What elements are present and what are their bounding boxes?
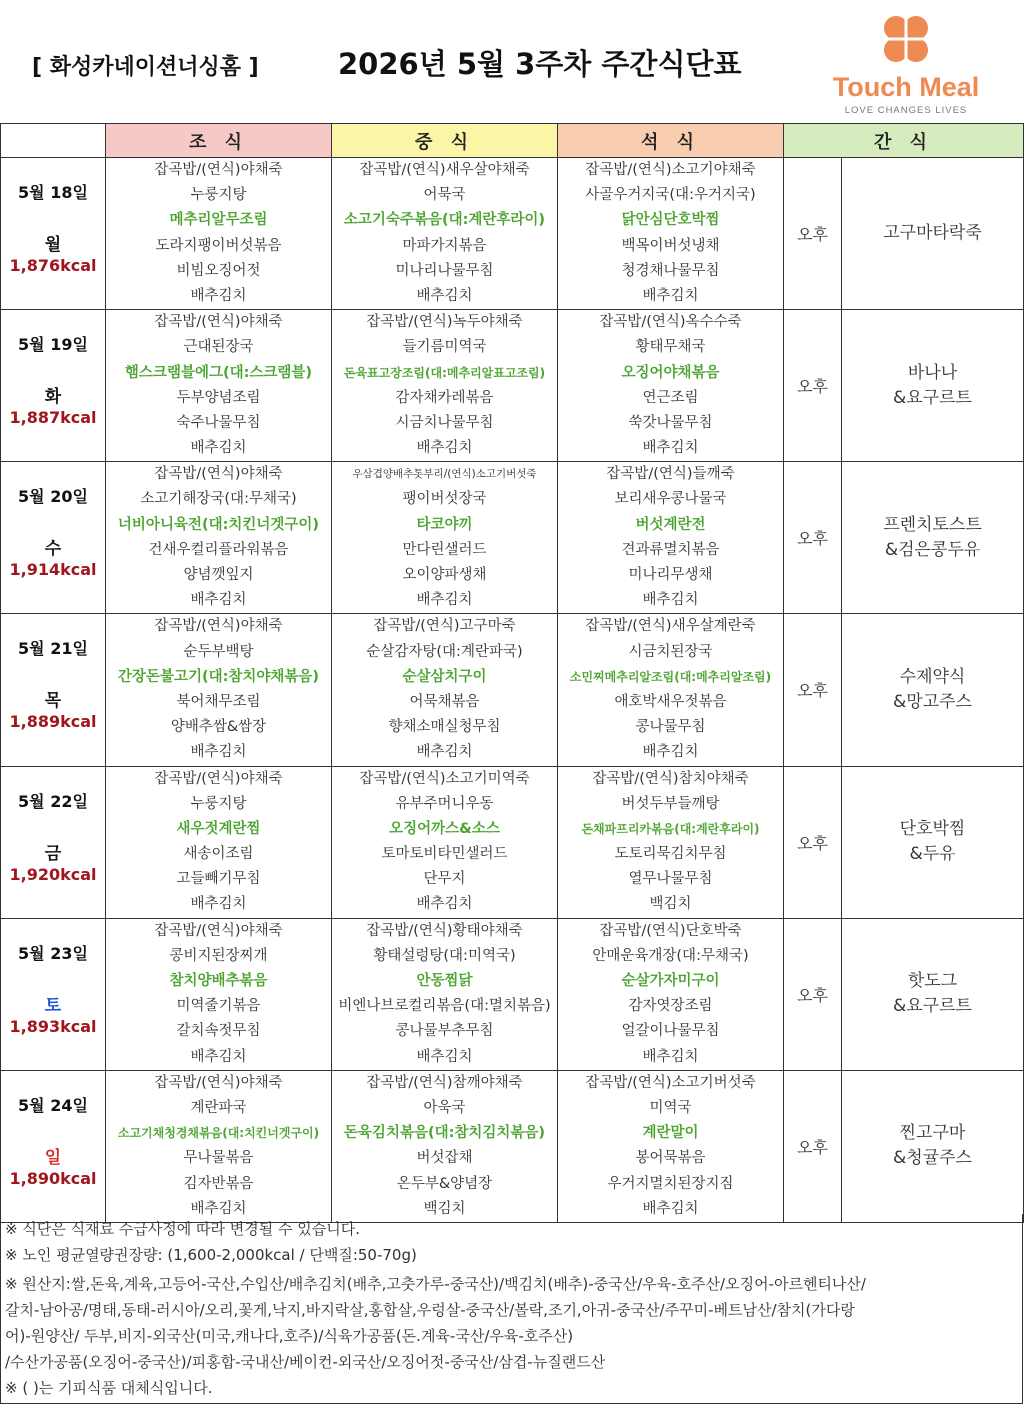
snack-item: &요구르트 bbox=[893, 996, 972, 1017]
main-dish: 오징어까스&소스 bbox=[389, 820, 500, 837]
main-dish: 오징어야채볶음 bbox=[621, 364, 720, 381]
menu-item: 배추김치 bbox=[190, 896, 247, 913]
day-row bbox=[1, 158, 1024, 310]
snack-item: 찐고구마 bbox=[899, 1123, 966, 1144]
day-row bbox=[1, 462, 1024, 614]
menu-item: 백김치 bbox=[649, 896, 692, 913]
menu-item: 소고기해장국(대:무채국) bbox=[140, 491, 297, 508]
menu-item: 근대된장국 bbox=[183, 339, 254, 356]
menu-item: 미역국 bbox=[649, 1099, 692, 1116]
menu-item: 황태설렁탕(대:미역국) bbox=[373, 947, 516, 964]
kcal-label: 1,889kcal bbox=[9, 712, 97, 732]
snack-time: 오후 bbox=[784, 310, 842, 462]
menu-item: 무나물볶음 bbox=[183, 1150, 254, 1167]
menu-item: 감자채카레볶음 bbox=[395, 389, 494, 406]
main-dish: 타코야끼 bbox=[416, 516, 473, 533]
menu-item: 백김치 bbox=[423, 1200, 466, 1217]
breakfast-cell bbox=[106, 158, 332, 310]
snack-item: &망고주스 bbox=[893, 691, 972, 712]
menu-item: 배추김치 bbox=[190, 287, 247, 304]
touch-meal-logo bbox=[818, 14, 994, 118]
main-dish: 새우젓계란찜 bbox=[176, 820, 261, 837]
menu-item: 잡곡밥/(연식)야채죽 bbox=[154, 314, 283, 331]
snack-item: &두유 bbox=[909, 844, 956, 865]
menu-item: 단무지 bbox=[423, 871, 466, 888]
date-label: 5월 18일 bbox=[18, 183, 88, 202]
menu-item: 사골우거지국(대:우거지국) bbox=[585, 187, 756, 204]
kcal-label: 1,920kcal bbox=[9, 864, 97, 884]
main-dish: 참치양배추볶음 bbox=[169, 973, 268, 989]
date-label: 5월 19일 bbox=[18, 335, 88, 355]
lunch-cell bbox=[332, 1070, 558, 1222]
main-dish: 소민찌메추리알조림(대:메추리알조림) bbox=[569, 669, 772, 684]
dinner-cell bbox=[558, 766, 784, 918]
date-label: 5월 23일 bbox=[18, 943, 88, 963]
day-row bbox=[1, 614, 1024, 766]
page-header bbox=[0, 0, 1024, 123]
weekday-label: 월 bbox=[44, 235, 62, 255]
menu-item: 열무나물무침 bbox=[628, 871, 713, 888]
weekday-label: 금 bbox=[44, 843, 62, 864]
menu-item: 토마토비타민샐러드 bbox=[381, 846, 508, 863]
menu-item: 잡곡밥/(연식)야채죽 bbox=[154, 162, 283, 178]
breakfast-cell bbox=[106, 918, 332, 1070]
menu-item: 시금치된장국 bbox=[628, 643, 713, 660]
main-dish: 닭안심단호박찜 bbox=[621, 212, 720, 229]
lunch-cell bbox=[332, 462, 558, 614]
logo-tagline: LOVE CHANGES LIVES bbox=[844, 105, 968, 116]
menu-item: 보리새우콩나물국 bbox=[614, 491, 727, 508]
main-dish: 메추리알무조림 bbox=[169, 212, 268, 229]
menu-item: 배추김치 bbox=[642, 744, 699, 761]
menu-item: 배추김치 bbox=[190, 1048, 247, 1065]
note-line: ※ 노인 평균열량권장량: (1,600-2,000kcal / 단백질:50-70g) bbox=[5, 1246, 417, 1264]
menu-item: 누룽지탕 bbox=[190, 795, 247, 812]
header-lunch: 중 식 bbox=[332, 124, 558, 158]
menu-item: 잡곡밥/(연식)고구마죽 bbox=[373, 618, 516, 635]
snack-cell bbox=[842, 1070, 1024, 1222]
header-breakfast: 조 식 bbox=[106, 124, 332, 158]
menu-item: 봉어묵볶음 bbox=[635, 1150, 706, 1167]
snack-item: 바나나 bbox=[907, 362, 958, 383]
snack-cell bbox=[842, 614, 1024, 766]
menu-item: 미나리무생채 bbox=[628, 567, 713, 583]
menu-item: 마파가지볶음 bbox=[402, 237, 487, 254]
menu-item: 고들빼기무침 bbox=[176, 871, 261, 888]
dinner-cell bbox=[558, 614, 784, 766]
main-dish: 소고기채청경채볶음(대:치킨너겟구이) bbox=[117, 1126, 320, 1141]
breakfast-cell bbox=[106, 614, 332, 766]
day-cell bbox=[1, 766, 106, 918]
breakfast-cell bbox=[106, 766, 332, 918]
weekday-label: 토 bbox=[44, 995, 62, 1016]
menu-item: 잡곡밥/(연식)단호박죽 bbox=[599, 922, 742, 939]
weekday-label: 수 bbox=[44, 539, 62, 560]
note-line: 어)-원양산/ 두부,비지-외국산(미국,캐나다,호주)/식육가공품(돈.계육-국산/우육-호주산) bbox=[5, 1327, 574, 1345]
dinner-cell bbox=[558, 918, 784, 1070]
menu-item: 누룽지탕 bbox=[190, 187, 247, 204]
main-dish: 돈육표고장조림(대:메추리알표고조림) bbox=[343, 365, 546, 380]
lunch-cell bbox=[332, 918, 558, 1070]
menu-item: 잡곡밥/(연식)녹두야채죽 bbox=[366, 314, 523, 331]
day-row bbox=[1, 310, 1024, 462]
main-dish: 간장돈불고기(대:참치야채볶음) bbox=[117, 668, 320, 685]
menu-item: 배추김치 bbox=[642, 440, 699, 457]
menu-item: 연근조림 bbox=[642, 389, 699, 406]
day-cell bbox=[1, 918, 106, 1070]
date-label: 5월 21일 bbox=[18, 639, 88, 659]
kcal-label: 1,890kcal bbox=[9, 1168, 97, 1188]
page-title: 2026년 5월 3주차 주간식단표 bbox=[338, 47, 742, 81]
kcal-label: 1,887kcal bbox=[9, 408, 97, 428]
menu-item: 배추김치 bbox=[416, 440, 473, 457]
menu-item: 숙주나물무침 bbox=[176, 414, 261, 431]
note-line: /수산가공품(오징어-중국산)/피홍합-국내산/베이컨-외국산/오징어젓-중국산/삼겹-뉴질랜드산 bbox=[5, 1353, 606, 1371]
menu-item: 새송이조림 bbox=[183, 846, 254, 863]
snack-item: 핫도그 bbox=[907, 971, 958, 992]
menu-item: 잡곡밥/(연식)야채죽 bbox=[154, 618, 283, 635]
main-dish: 돈채파프리카볶음(대:계란후라이) bbox=[581, 821, 760, 836]
day-cell bbox=[1, 158, 106, 310]
snack-item: 수제약식 bbox=[899, 666, 966, 687]
menu-item: 유부주머니우동 bbox=[395, 795, 494, 812]
menu-item: 배추김치 bbox=[416, 1048, 473, 1065]
menu-item: 미나리나물무침 bbox=[395, 262, 494, 279]
menu-item: 배추김치 bbox=[190, 592, 247, 609]
snack-time: 오후 bbox=[784, 1070, 842, 1222]
menu-item: 배추김치 bbox=[416, 744, 473, 761]
menu-item: 버섯잡채 bbox=[416, 1150, 473, 1167]
breakfast-cell bbox=[106, 310, 332, 462]
snack-time: 오후 bbox=[784, 462, 842, 614]
note-line: 갈치-남아공/명태,동태-러시아/오리,꽃게,낙지,바지락살,홍합살,우렁살-중국산/볼락,조기,아귀-중국산/주꾸미-베트남산/참치(가다랑 bbox=[5, 1301, 855, 1319]
menu-item: 팽이버섯장국 bbox=[402, 491, 487, 508]
menu-item: 미역줄기볶음 bbox=[176, 998, 261, 1015]
menu-item: 우삼겹양배추톳부리/(연식)소고기버섯죽 bbox=[352, 468, 537, 481]
dinner-cell bbox=[558, 310, 784, 462]
menu-item: 도라지팽이버섯볶음 bbox=[155, 237, 282, 254]
menu-item: 잡곡밥/(연식)들깨죽 bbox=[606, 466, 735, 483]
main-dish: 버섯계란전 bbox=[635, 516, 706, 533]
menu-item: 배추김치 bbox=[190, 440, 247, 457]
menu-item: 콩비지된장찌개 bbox=[169, 947, 268, 964]
main-dish: 순살삼치구이 bbox=[402, 668, 487, 685]
menu-item: 순살감자탕(대:계란파국) bbox=[366, 643, 523, 660]
lunch-cell bbox=[332, 158, 558, 310]
menu-item: 배추김치 bbox=[190, 1200, 247, 1217]
header-blank bbox=[1, 124, 106, 158]
kcal-label: 1,876kcal bbox=[9, 256, 97, 275]
header-dinner: 석 식 bbox=[558, 124, 784, 158]
menu-item: 잡곡밥/(연식)야채죽 bbox=[154, 922, 283, 939]
day-row bbox=[1, 918, 1024, 1070]
snack-time: 오후 bbox=[784, 918, 842, 1070]
day-cell bbox=[1, 1070, 106, 1222]
menu-item: 양념깻잎지 bbox=[183, 567, 254, 583]
day-row bbox=[1, 1070, 1024, 1222]
dinner-cell bbox=[558, 1070, 784, 1222]
menu-item: 배추김치 bbox=[642, 1048, 699, 1065]
menu-item: 온두부&양념장 bbox=[396, 1175, 493, 1192]
menu-item: 잡곡밥/(연식)참치야채죽 bbox=[592, 770, 749, 787]
clover-logo-icon bbox=[876, 14, 936, 72]
menu-item: 배추김치 bbox=[416, 592, 473, 609]
menu-item: 김자반볶음 bbox=[183, 1175, 254, 1192]
menu-item: 들기름미역국 bbox=[402, 339, 487, 356]
notes-section bbox=[0, 1214, 1023, 1404]
logo-text: Touch Meal bbox=[832, 72, 980, 102]
breakfast-cell bbox=[106, 462, 332, 614]
main-dish: 계란말이 bbox=[642, 1125, 699, 1142]
menu-item: 잡곡밥/(연식)참깨야채죽 bbox=[366, 1074, 523, 1091]
menu-item: 잡곡밥/(연식)야채죽 bbox=[154, 466, 283, 483]
snack-cell bbox=[842, 462, 1024, 614]
menu-item: 잡곡밥/(연식)소고기야채죽 bbox=[585, 162, 756, 178]
menu-item: 배추김치 bbox=[642, 592, 699, 609]
menu-item: 비엔나브로컬리볶음(대:멸치볶음) bbox=[338, 998, 551, 1015]
menu-item: 순두부백탕 bbox=[183, 643, 254, 660]
table-header-row bbox=[1, 124, 1024, 158]
menu-item: 잡곡밥/(연식)옥수수죽 bbox=[599, 314, 742, 331]
menu-item: 백목이버섯냉채 bbox=[621, 237, 720, 254]
menu-item: 아욱국 bbox=[423, 1099, 466, 1116]
kcal-label: 1,914kcal bbox=[9, 560, 97, 580]
menu-item: 청경채나물무침 bbox=[621, 262, 720, 279]
menu-item: 건새우컬리플라워볶음 bbox=[148, 541, 289, 558]
day-cell bbox=[1, 310, 106, 462]
menu-item: 만다린샐러드 bbox=[402, 541, 487, 558]
menu-item: 잡곡밥/(연식)황태야채죽 bbox=[366, 922, 523, 939]
snack-item: 프렌치토스트 bbox=[883, 514, 982, 535]
note-line: ※ 원산지:쌀,돈육,계육,고등어-국산,수입산/배추김치(배추,고춧가루-중국산)/백김치(배추)-중국산/우육-호주산/오징어-아르헨티나산/ bbox=[5, 1275, 866, 1293]
menu-item: 콩나물무침 bbox=[635, 719, 706, 736]
menu-item: 쑥갓나물무침 bbox=[628, 414, 713, 431]
weekday-label: 일 bbox=[44, 1147, 62, 1168]
menu-item: 얼갈이나물무침 bbox=[621, 1023, 720, 1040]
snack-item: &청귤주스 bbox=[893, 1148, 972, 1169]
date-label: 5월 24일 bbox=[18, 1095, 88, 1115]
menu-item: 우거지멸치된장지짐 bbox=[607, 1175, 734, 1192]
day-row bbox=[1, 766, 1024, 918]
weekday-label: 목 bbox=[44, 691, 62, 712]
menu-item: 북어채무조림 bbox=[176, 693, 261, 710]
menu-item: 도토리묵김치무침 bbox=[614, 846, 727, 863]
snack-time: 오후 bbox=[784, 158, 842, 310]
menu-item: 잡곡밥/(연식)야채죽 bbox=[154, 770, 283, 787]
menu-item: 배추김치 bbox=[416, 287, 473, 304]
snack-item: &검은콩두유 bbox=[884, 539, 981, 560]
main-dish: 돈육김치볶음(대:참치김치볶음) bbox=[343, 1125, 546, 1142]
menu-item: 콩나물부추무침 bbox=[395, 1023, 494, 1040]
lunch-cell bbox=[332, 614, 558, 766]
weekly-menu-table bbox=[0, 123, 1024, 1223]
menu-item: 잡곡밥/(연식)소고기미역죽 bbox=[359, 770, 530, 787]
main-dish: 소고기숙주볶음(대:계란후라이) bbox=[343, 212, 546, 229]
main-dish: 순살가자미구이 bbox=[621, 973, 720, 989]
menu-item: 배추김치 bbox=[416, 896, 473, 913]
note-line: ※ ( )는 기피식품 대체식입니다. bbox=[5, 1379, 213, 1397]
snack-time: 오후 bbox=[784, 614, 842, 766]
dinner-cell bbox=[558, 158, 784, 310]
menu-item: 시금치나물무침 bbox=[395, 414, 494, 431]
menu-item: 황태무채국 bbox=[635, 339, 706, 356]
main-dish: 햄스크램블에그(대:스크램블) bbox=[124, 364, 313, 381]
menu-item: 향채소매실청무침 bbox=[388, 719, 501, 736]
snack-time: 오후 bbox=[784, 766, 842, 918]
snack-cell bbox=[842, 158, 1024, 310]
day-cell bbox=[1, 462, 106, 614]
menu-item: 버섯두부들깨탕 bbox=[621, 795, 720, 812]
menu-item: 잡곡밥/(연식)소고기버섯죽 bbox=[585, 1074, 756, 1091]
date-label: 5월 20일 bbox=[18, 487, 88, 507]
dinner-cell bbox=[558, 462, 784, 614]
note-line: ※ 식단은 식재료 수급사정에 따라 변경될 수 있습니다. bbox=[5, 1220, 361, 1238]
breakfast-cell bbox=[106, 1070, 332, 1222]
lunch-cell bbox=[332, 310, 558, 462]
menu-item: 어묵채볶음 bbox=[409, 693, 480, 710]
menu-item: 안매운육개장(대:무채국) bbox=[592, 947, 749, 964]
menu-item: 어묵국 bbox=[423, 187, 466, 204]
date-label: 5월 22일 bbox=[18, 791, 88, 811]
facility-name: [ 화성카네이션너싱홈 ] bbox=[32, 55, 259, 80]
snack-cell bbox=[842, 310, 1024, 462]
menu-item: 양배추쌈&쌈장 bbox=[170, 719, 267, 736]
menu-item: 애호박새우젓볶음 bbox=[614, 693, 727, 710]
menu-item: 오이양파생채 bbox=[402, 567, 487, 583]
weekday-label: 화 bbox=[44, 387, 62, 408]
menu-item: 배추김치 bbox=[190, 744, 247, 761]
menu-item: 두부양념조림 bbox=[176, 389, 261, 406]
snack-cell bbox=[842, 766, 1024, 918]
day-cell bbox=[1, 614, 106, 766]
menu-item: 감자엿장조림 bbox=[628, 998, 713, 1015]
header-snack: 간 식 bbox=[784, 124, 1024, 158]
menu-item: 배추김치 bbox=[642, 287, 699, 304]
lunch-cell bbox=[332, 766, 558, 918]
snack-item: 단호박찜 bbox=[899, 819, 966, 840]
menu-item: 잡곡밥/(연식)새우살야채죽 bbox=[359, 162, 530, 178]
snack-item: &요구르트 bbox=[893, 387, 972, 408]
main-dish: 너비아니육전(대:치킨너겟구이) bbox=[117, 516, 320, 533]
main-dish: 안동찜닭 bbox=[416, 973, 473, 989]
kcal-label: 1,893kcal bbox=[9, 1016, 97, 1036]
menu-item: 계란파국 bbox=[190, 1099, 247, 1116]
menu-item: 잡곡밥/(연식)야채죽 bbox=[154, 1074, 283, 1091]
snack-cell bbox=[842, 918, 1024, 1070]
menu-item: 견과류멸치볶음 bbox=[621, 541, 720, 558]
snack-item: 고구마타락죽 bbox=[883, 223, 982, 244]
menu-item: 잡곡밥/(연식)새우살계란죽 bbox=[585, 618, 756, 635]
menu-item: 갈치속젓무침 bbox=[176, 1023, 261, 1040]
menu-body bbox=[1, 158, 1024, 1223]
menu-item: 배추김치 bbox=[642, 1200, 699, 1217]
menu-item: 비빔오징어젓 bbox=[176, 262, 261, 279]
